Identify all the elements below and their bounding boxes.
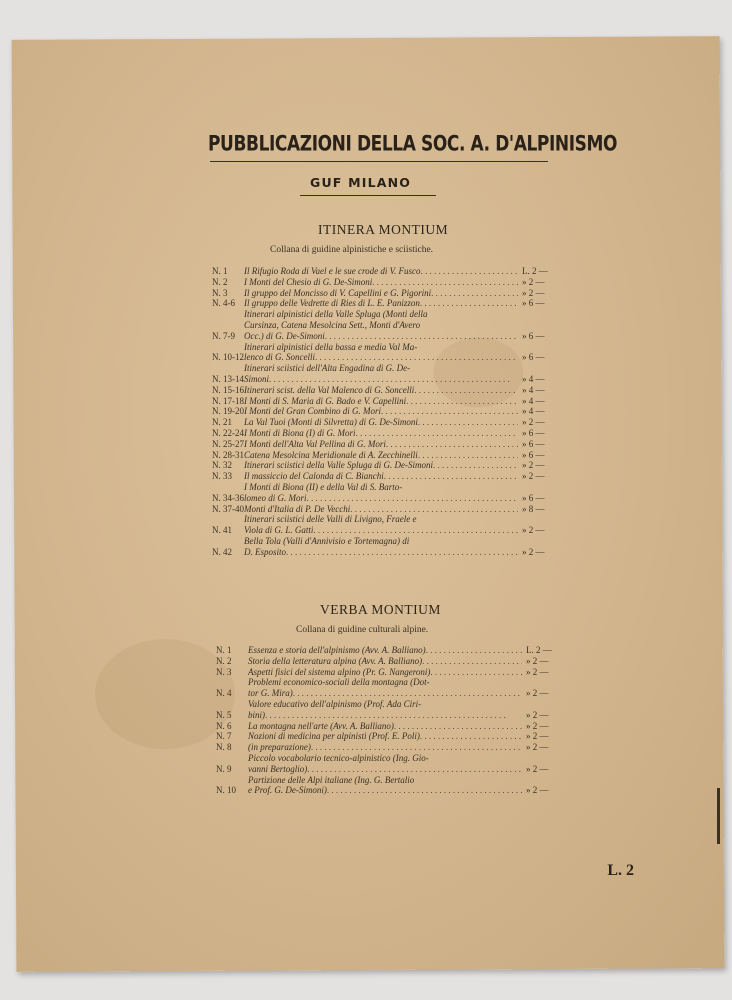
leader-dots xyxy=(325,331,518,342)
entry-text: I Monti dell'Alta Val Pellina di G. Mori xyxy=(244,438,386,449)
entry-number: N. 1 xyxy=(212,266,228,276)
entry-number: N. 42 xyxy=(212,546,232,557)
entry-text: e Prof. G. De-Simoni) xyxy=(248,785,327,796)
list-item xyxy=(212,363,562,385)
list-item xyxy=(216,742,566,753)
entry-text: Itinerari sciistici delle Valli di Livigno, Fraele e xyxy=(244,514,417,525)
entry-price: » 2 — xyxy=(522,460,545,471)
list-item xyxy=(212,298,562,309)
entry-text: I Monti del Gran Combino di G. Mori xyxy=(244,406,381,417)
list-item xyxy=(212,439,562,450)
entry-text: Il Rifugio Roda di Vael e le sue crode di V. Fusco xyxy=(244,266,421,276)
entry-text: Itinerari sciistici della Valle Spluga di G. De-Simoni xyxy=(244,460,433,471)
entry-text: Essenza e storia dell'alpinismo (Avv. A. Balliano) xyxy=(248,645,426,655)
list-item xyxy=(216,731,566,742)
entry-text: tor G. Mira) xyxy=(248,688,293,699)
entry-price: » 2 — xyxy=(526,688,549,699)
entry-number: N. 8 xyxy=(216,742,232,753)
list-item xyxy=(212,504,562,515)
entry-text: Partizione delle Alpi italiane (Ing. G. Bertalio xyxy=(248,774,415,785)
list-item xyxy=(216,753,566,775)
entry-number: N. 2 xyxy=(216,655,232,666)
entry-text: Cursinza, Catena Mesolcina Sett., Monti d'Avero xyxy=(244,319,421,330)
entry-price: » 4 — xyxy=(522,406,545,417)
list-item xyxy=(212,514,562,536)
entry-text: I Monti del Chesio di G. De-Simoni xyxy=(244,276,373,287)
entry-text: Storia della letteratura alpina (Avv. A. Balliano) xyxy=(248,655,423,666)
entry-text: Itinerari alpinistici della Valle Spluga (Monti della xyxy=(244,309,428,320)
entry-text: I Monti di Biona (I) di G. Mori xyxy=(244,427,356,438)
section-title-itinera: ITINERA MONTIUM xyxy=(318,222,449,237)
entry-text: Problemi economico-sociali della montagna (Dot- xyxy=(248,677,430,688)
entry-price: » 6 — xyxy=(522,298,545,309)
leader-dots xyxy=(293,688,522,699)
entry-text: (in preparazione) xyxy=(248,742,311,753)
leader-dots xyxy=(426,645,522,656)
verba-list xyxy=(216,645,566,796)
entry-text: Simoni xyxy=(244,373,270,384)
entry-text: Viola di G. L. Gatti xyxy=(244,525,314,536)
entry-number: N. 41 xyxy=(212,525,232,536)
entry-number: N. 6 xyxy=(216,720,232,731)
list-item xyxy=(212,471,562,482)
cover-price: L. 2 xyxy=(607,862,634,879)
leader-dots xyxy=(420,266,518,277)
entry-text: Il gruppo del Moncisso di V. Capellini e G. Pigorini xyxy=(244,287,432,298)
subtitle-rule xyxy=(300,195,436,196)
leader-dots xyxy=(430,667,522,678)
entry-number: N. 10 xyxy=(216,785,236,796)
entry-price: » 2 — xyxy=(526,666,549,677)
entry-number: N. 4-6 xyxy=(212,298,235,309)
leader-dots xyxy=(307,764,522,775)
list-item xyxy=(212,482,562,504)
leader-dots xyxy=(431,288,518,299)
entry-number: N. 37-40 xyxy=(212,503,244,514)
list-item xyxy=(212,417,562,428)
entry-number: N. 5 xyxy=(216,709,232,720)
entry-number: N. 2 xyxy=(212,276,228,287)
entry-price: » 6 — xyxy=(522,438,545,449)
leader-dots xyxy=(420,731,522,742)
entry-text: vanni Bertoglio) xyxy=(248,763,308,774)
entry-number: N. 32 xyxy=(212,460,232,471)
entry-price: » 6 — xyxy=(522,427,545,438)
entry-number: N. 33 xyxy=(212,471,232,482)
leader-dots xyxy=(372,277,518,288)
entry-number: N. 34-36 xyxy=(212,492,244,503)
entry-text: La montagna nell'arte (Avv. A. Balliano) xyxy=(248,720,394,731)
entry-number: N. 10-12 xyxy=(212,352,244,363)
entry-price: » 2 — xyxy=(526,742,549,753)
leader-dots xyxy=(386,439,518,450)
list-item xyxy=(216,775,566,797)
entry-text: Valore educativo dell'alpinismo (Prof. Ada Ciri- xyxy=(248,698,422,709)
entry-text: Occ.) di G. De-Simoni xyxy=(244,330,325,341)
section-subtitle-itinera: Collana di guidine alpinistiche e sciistiche. xyxy=(270,245,434,255)
entry-price: » 2 — xyxy=(526,709,549,720)
entry-text: Aspetti fisici del sistema alpino (Pr. G. Nangeroni) xyxy=(248,666,431,677)
entry-number: N. 1 xyxy=(216,645,232,655)
binding-mark xyxy=(717,788,720,844)
entry-text: lomeo di G. Mori xyxy=(244,492,307,503)
title-rule xyxy=(210,161,548,162)
leader-dots xyxy=(269,374,518,385)
entry-text: lenco di G. Soncelli xyxy=(244,352,315,363)
entry-number: N. 25-27 xyxy=(212,438,244,449)
leader-dots xyxy=(350,504,518,515)
entry-number: N. 7-9 xyxy=(212,330,235,341)
list-item xyxy=(212,536,562,558)
entry-number: N. 22-24 xyxy=(212,427,244,438)
list-item xyxy=(216,667,566,678)
leader-dots xyxy=(313,525,518,536)
list-item xyxy=(212,342,562,364)
leader-dots xyxy=(422,656,522,667)
entry-price: » 2 — xyxy=(522,417,545,428)
list-item xyxy=(212,309,562,341)
leader-dots xyxy=(420,298,518,309)
list-item xyxy=(212,385,562,396)
list-item xyxy=(212,277,562,288)
entry-price: » 6 — xyxy=(522,449,545,460)
leader-dots xyxy=(327,785,522,796)
entry-number: N. 19-20 xyxy=(212,406,244,417)
itinera-list xyxy=(212,266,562,558)
entry-price: » 2 — xyxy=(522,276,545,287)
list-item xyxy=(212,266,562,277)
section-subtitle-verba: Collana di guidine culturali alpine. xyxy=(296,625,429,635)
entry-number: N. 28-31 xyxy=(212,449,244,460)
entry-price: » 2 — xyxy=(526,720,549,731)
entry-text: La Val Tuoi (Monti di Silvretta) di G. De-Simoni xyxy=(244,417,418,428)
list-item xyxy=(212,460,562,471)
leader-dots xyxy=(418,450,518,461)
main-title: PUBBLICAZIONI DELLA SOC. A. D'ALPINISMO xyxy=(208,131,618,157)
entry-number: N. 21 xyxy=(212,417,232,428)
entry-text: I Monti di Biona (II) e della Val di S. Barto- xyxy=(244,481,403,492)
entry-text: Bella Tola (Valli d'Annivisio e Tortemagna) di xyxy=(244,535,410,546)
entry-price: L. 2 — xyxy=(526,645,552,655)
leader-dots xyxy=(381,406,518,417)
list-item xyxy=(216,677,566,699)
entry-price: » 6 — xyxy=(522,330,545,341)
entry-text: Piccolo vocabolario tecnico-alpinistico (Ing. Gio- xyxy=(248,752,429,763)
entry-price: » 2 — xyxy=(522,525,545,536)
entry-text: Il massiccio del Calonda di C. Bianchi xyxy=(244,471,384,482)
leader-dots xyxy=(265,710,522,721)
leader-dots xyxy=(406,396,518,407)
list-item xyxy=(212,450,562,461)
entry-number: N. 3 xyxy=(216,666,232,677)
leader-dots xyxy=(418,417,518,428)
leader-dots xyxy=(356,428,519,439)
entry-text: Itinerari scist. della Val Malenco di G. Soncelli xyxy=(244,384,415,395)
leader-dots xyxy=(286,547,518,558)
subtitle: GUF MILANO xyxy=(310,175,412,190)
entry-number: N. 3 xyxy=(212,287,228,298)
list-item xyxy=(212,428,562,439)
entry-price: » 2 — xyxy=(522,287,545,298)
entry-text: Itinerari sciistici dell'Alta Engadina di G. De- xyxy=(244,363,411,374)
entry-price: » 6 — xyxy=(522,492,545,503)
section-title-verba: VERBA MONTIUM xyxy=(320,602,441,617)
list-item xyxy=(216,645,566,656)
leader-dots xyxy=(414,385,518,396)
entry-number: N. 13-14 xyxy=(212,373,244,384)
entry-number: N. 7 xyxy=(216,731,232,742)
entry-price: » 8 — xyxy=(522,503,545,514)
entry-text: I Monti di S. Maria di G. Bado e V. Capellini xyxy=(244,395,407,406)
entry-price: » 6 — xyxy=(522,352,545,363)
entry-price: » 2 — xyxy=(526,731,549,742)
list-item xyxy=(216,699,566,721)
entry-price: » 2 — xyxy=(522,546,545,557)
list-item xyxy=(212,396,562,407)
entry-text: bini) xyxy=(248,709,265,720)
list-item xyxy=(216,721,566,732)
entry-text: D. Esposito xyxy=(244,546,287,557)
leader-dots xyxy=(394,721,522,732)
paper-stain xyxy=(95,639,236,750)
entry-number: N. 15-16 xyxy=(212,384,244,395)
leader-dots xyxy=(315,352,518,363)
entry-price: L. 2 — xyxy=(522,266,548,276)
leader-dots xyxy=(384,471,518,482)
list-item xyxy=(212,406,562,417)
entry-price: » 2 — xyxy=(522,471,545,482)
entry-text: Itinerari alpinistici della bassa e media Val Ma- xyxy=(244,341,418,352)
entry-price: » 2 — xyxy=(526,655,549,666)
list-item xyxy=(212,288,562,299)
entry-price: » 4 — xyxy=(522,395,545,406)
list-item xyxy=(216,656,566,667)
entry-text: Il gruppo delle Vedrette di Ries di L. E. Panizzon xyxy=(244,298,420,309)
leader-dots xyxy=(307,493,519,504)
entry-text: Nozioni di medicina per alpinisti (Prof. E. Poli) xyxy=(248,731,420,742)
leader-dots xyxy=(311,742,522,753)
entry-number: N. 17-18 xyxy=(212,395,244,406)
entry-number: N. 9 xyxy=(216,763,232,774)
entry-price: » 2 — xyxy=(526,763,549,774)
entry-text: Monti d'Italia di P. De Vecchi xyxy=(244,503,351,514)
leader-dots xyxy=(433,460,518,471)
entry-number: N. 4 xyxy=(216,688,232,699)
entry-price: » 4 — xyxy=(522,373,545,384)
entry-price: » 2 — xyxy=(526,785,549,796)
entry-text: Catena Mesolcina Meridionale di A. Zecchinelli xyxy=(244,449,418,460)
entry-price: » 4 — xyxy=(522,384,545,395)
